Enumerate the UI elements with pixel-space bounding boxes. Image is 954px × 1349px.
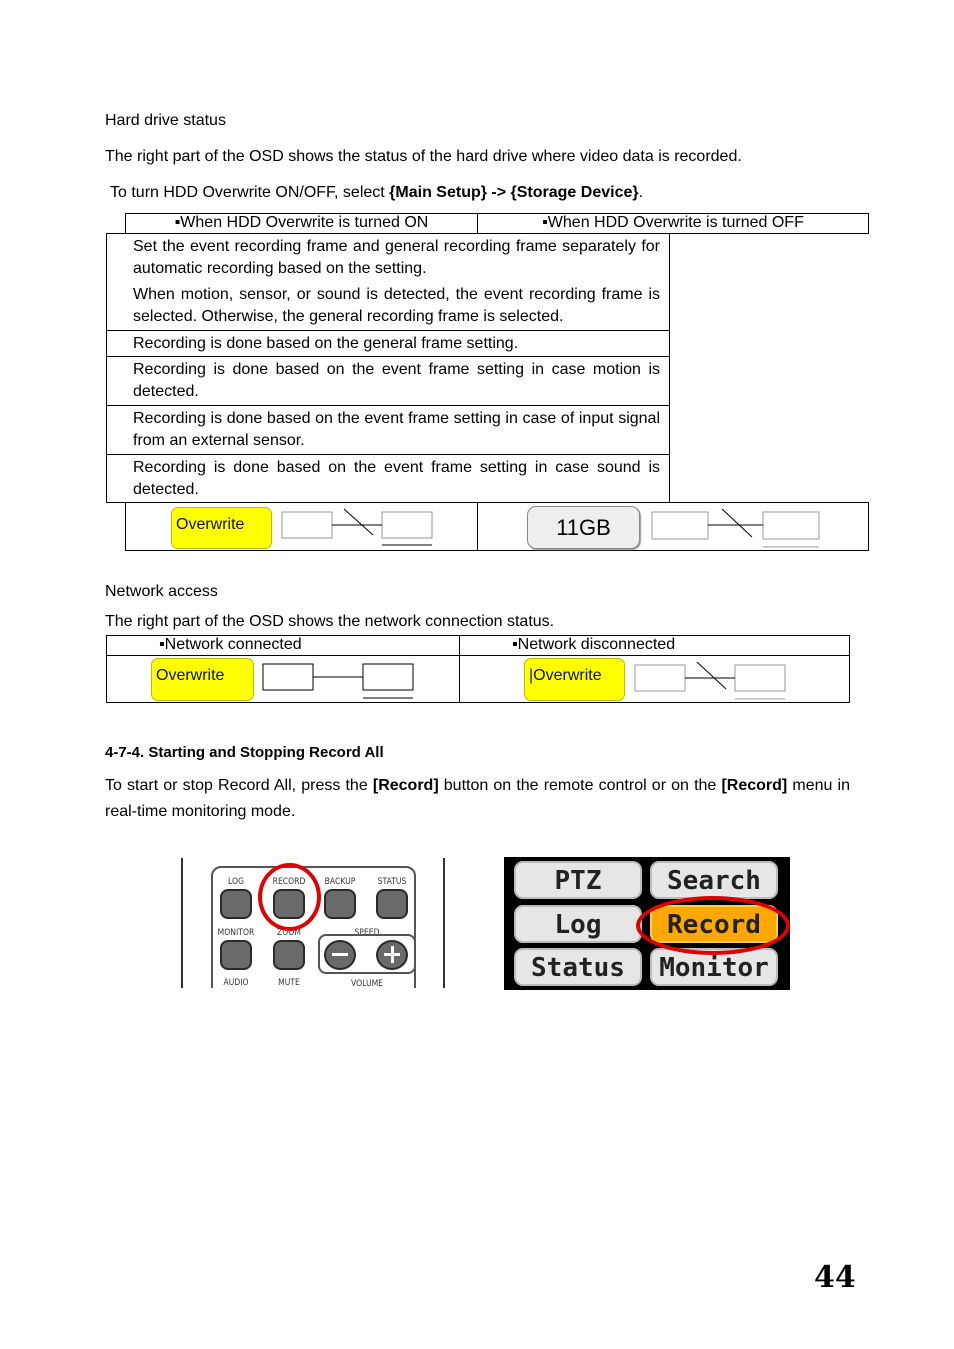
table-row xyxy=(106,356,670,406)
page-number: 44 xyxy=(814,1260,856,1295)
off-column-empty xyxy=(669,233,869,503)
network-connected-indicator: Overwrite xyxy=(151,658,254,701)
remote-label-backup: BACKUP xyxy=(324,877,356,887)
remote-label-zoom: ZOOM xyxy=(277,928,301,938)
remote-label-record: RECORD xyxy=(272,877,306,887)
remote-control-image xyxy=(181,858,447,988)
record-text-2: button on the remote control or on the xyxy=(438,777,722,794)
network-disconnected-indicator: |Overwrite xyxy=(524,658,625,701)
osd-ptz-button[interactable]: PTZ xyxy=(514,861,642,899)
remote-backup-button[interactable] xyxy=(324,889,356,919)
speed-plus-button[interactable] xyxy=(376,940,408,970)
row-text-6: Recording is done based on the event frame setting in case sound is detected. xyxy=(133,459,660,498)
hdd-overwrite-on-diagram xyxy=(281,508,436,548)
table-row xyxy=(106,330,670,357)
remote-label-log: LOG xyxy=(228,877,244,887)
record-highlight-circle xyxy=(258,863,321,931)
plus-icon-v xyxy=(391,946,394,963)
table-row xyxy=(106,405,670,455)
osd-status-button[interactable]: Status xyxy=(514,948,642,986)
col-header-connected: ▪Network connected xyxy=(106,635,460,656)
record-text-3: menu in real-time monitoring mode. xyxy=(105,777,850,820)
remote-zoom-button[interactable] xyxy=(273,940,305,970)
network-connected-diagram xyxy=(262,662,417,702)
row-text-1: Set the event recording frame and general recording frame separately for automatic recording based on the setting. xyxy=(133,238,660,277)
record-bold-2: [Record] xyxy=(721,777,788,794)
minus-icon xyxy=(332,953,348,956)
remote-monitor-button[interactable] xyxy=(220,940,252,970)
section-heading: 4-7-4. Starting and Stopping Record All xyxy=(105,744,384,761)
record-bold-1: [Record] xyxy=(372,777,439,794)
remote-edge-right xyxy=(443,858,445,988)
icon-cell-off xyxy=(477,502,869,551)
col-header-disconnected: ▪Network disconnected xyxy=(459,635,850,656)
row-text-3: Recording is done based on the general frame setting. xyxy=(133,335,519,352)
overwrite-prefix: To turn HDD Overwrite ON/OFF, select xyxy=(110,184,390,201)
network-disconnected-cell xyxy=(459,655,850,703)
table-row xyxy=(106,454,670,503)
col-header-on: ▪When HDD Overwrite is turned ON xyxy=(125,213,478,234)
col-header-off: ▪When HDD Overwrite is turned OFF xyxy=(477,213,869,234)
osd-menu-image xyxy=(504,857,790,990)
osd-record-highlight-circle xyxy=(636,896,790,955)
remote-label-audio: AUDIO xyxy=(223,978,249,988)
network-disconnected-diagram xyxy=(634,662,789,702)
overwrite-suffix: . xyxy=(638,184,644,201)
remote-status-button[interactable] xyxy=(376,889,408,919)
table-row xyxy=(106,233,670,331)
remote-label-status: STATUS xyxy=(377,877,407,887)
remote-edge-left xyxy=(181,858,183,988)
record-text-1: To start or stop Record All, press the xyxy=(105,777,373,794)
hdd-size-indicator: 11GB xyxy=(527,506,640,549)
overwrite-path: {Main Setup} -> {Storage Device} xyxy=(389,184,639,201)
remote-label-volume: VOLUME xyxy=(350,979,384,988)
osd-log-button[interactable]: Log xyxy=(514,905,642,943)
record-instructions xyxy=(105,773,850,825)
remote-label-mute: MUTE xyxy=(278,978,300,988)
row-text-5: Recording is done based on the event frame setting in case of input signal from an external sensor. xyxy=(133,410,660,449)
network-connected-cell xyxy=(106,655,460,703)
overwrite-instruction xyxy=(110,182,643,204)
osd-search-button[interactable]: Search xyxy=(650,861,778,899)
hdd-intro: The right part of the OSD shows the status of the hard drive where video data is recorded. xyxy=(105,148,742,165)
hdd-overwrite-off-diagram xyxy=(650,508,822,548)
row-text-4: Recording is done based on the event frame setting in case motion is detected. xyxy=(133,361,660,400)
osd-record-button[interactable]: Record xyxy=(650,905,778,943)
hdd-section-title: Hard drive status xyxy=(105,112,226,129)
network-intro: The right part of the OSD shows the network connection status. xyxy=(105,613,555,630)
icon-cell-on xyxy=(125,502,478,551)
remote-log-button[interactable] xyxy=(220,889,252,919)
overwrite-indicator-on: Overwrite xyxy=(171,507,272,549)
remote-label-speed: SPEED xyxy=(354,928,380,938)
remote-label-monitor: MONITOR xyxy=(217,928,255,938)
osd-monitor-button[interactable]: Monitor xyxy=(650,948,778,986)
network-section-title: Network access xyxy=(105,583,218,600)
speed-minus-button[interactable] xyxy=(324,940,356,970)
row-text-2: When motion, sensor, or sound is detected, the event recording frame is selected. Otherwise, the general recording frame is selected. xyxy=(133,286,660,325)
